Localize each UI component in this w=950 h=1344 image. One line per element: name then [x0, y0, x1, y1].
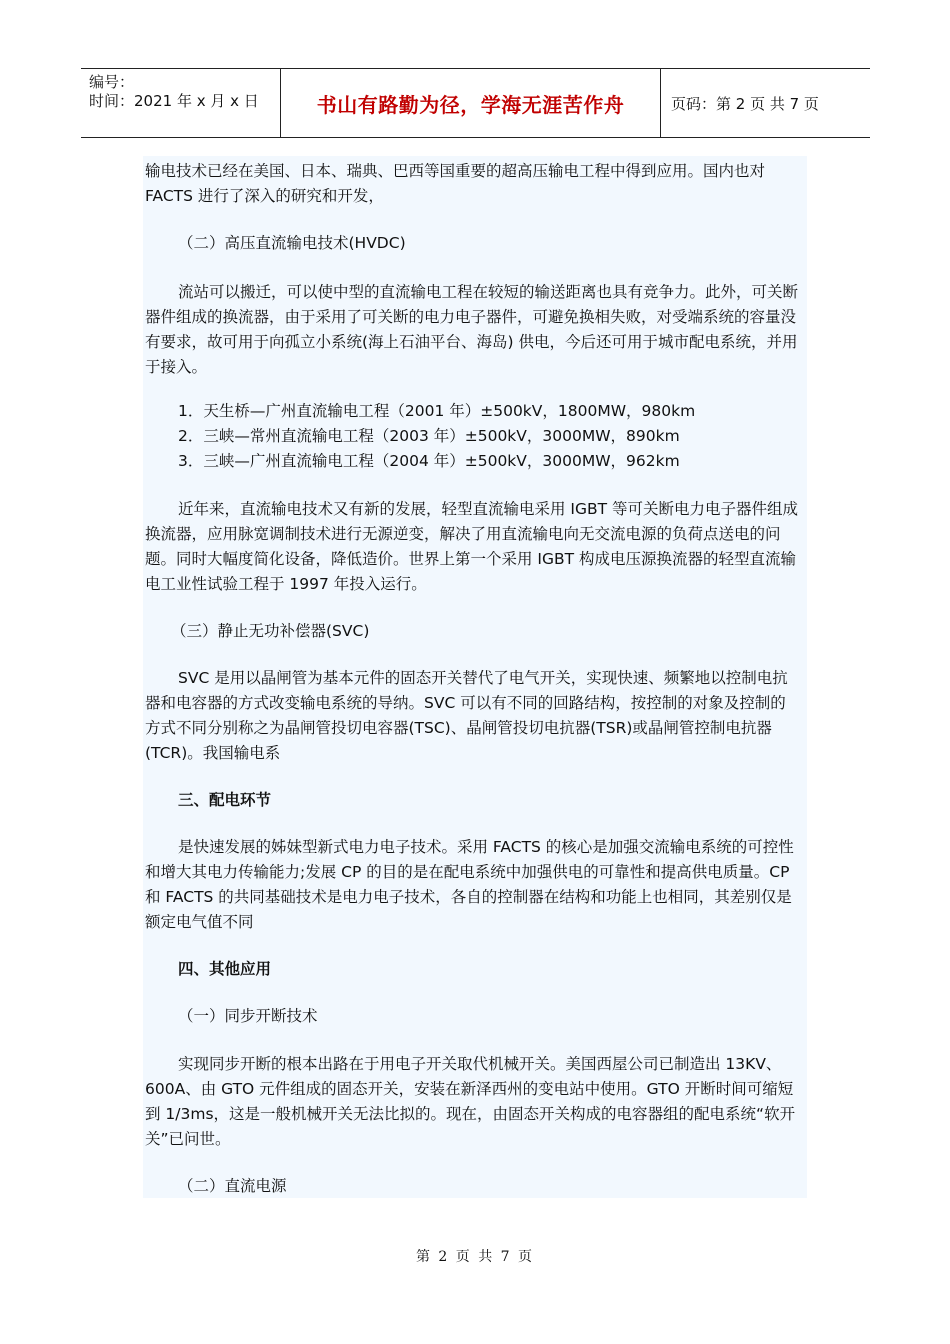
paragraph: 是快速发展的姊妹型新式电力电子技术。采用 FACTS 的核心是加强交流输电系统的可控性和增大其电力传输能力;发展 CP 的目的是在配电系统中加强供电的可靠性和提高供电质量。CP 和 FACTS 的共同基础技术是电力电子技术，各自的控制器在结构和功能上也相同，其差别仅是额定电气值不同: [145, 838, 794, 931]
list-item: 3．三峡—广州直流输电工程（2004 年）±500kV，3000MW，962km: [178, 452, 680, 470]
date-label: 时间：2021 年 x 月 x 日: [89, 92, 259, 110]
section-heading: （二）直流电源: [178, 1177, 287, 1195]
list-item: 1．天生桥—广州直流输电工程（2001 年）±500kV，1800MW，980km: [178, 402, 696, 420]
chapter-heading: 三、配电环节: [178, 791, 272, 809]
paragraph: 流站可以搬迁，可以使中型的直流输电工程在较短的输送距离也具有竞争力。此外，可关断器件组成的换流器，由于采用了可关断的电力电子器件，可避免换相失败，对受端系统的容量没有要求，故可用于向孤立小系统(海上石油平台、海岛) 供电，今后还可用于城市配电系统，并用于接入。: [145, 283, 799, 376]
section-heading: （二）高压直流输电技术(HVDC): [178, 234, 406, 252]
page-footer: 第 2 页 共 7 页: [415, 1249, 535, 1265]
header-motto: 书山有路勤为径，学海无涯苦作舟: [281, 69, 661, 137]
header-meta: [81, 69, 281, 137]
chapter-heading: 四、其他应用: [178, 960, 272, 978]
paragraph: 实现同步开断的根本出路在于用电子开关取代机械开关。美国西屋公司已制造出 13KV、600A、由 GTO 元件组成的固态开关，安装在新泽西州的变电站中使用。GTO 开断时间可缩短到 1/3ms，这是一般机械开关无法比拟的。现在，由固态开关构成的电容器组的配电系统“软开关”已问世。: [145, 1055, 796, 1148]
number-label: 编号：: [89, 73, 135, 91]
document-body: [143, 156, 807, 1198]
paragraph: 近年来，直流输电技术又有新的发展，轻型直流输电采用 IGBT 等可关断电力电子器件组成换流器，应用脉宽调制技术进行无源逆变，解决了用直流输电向无交流电源的负荷点送电的问题。同时大幅度简化设备，降低造价。世界上第一个采用 IGBT 构成电压源换流器的轻型直流输电工业性试验工程于 1997 年投入运行。: [145, 500, 799, 593]
section-heading: （三）静止无功补偿器(SVC): [171, 622, 370, 640]
paragraph: SVC 是用以晶闸管为基本元件的固态开关替代了电气开关，实现快速、频繁地以控制电抗器和电容器的方式改变输电系统的导纳。SVC 可以有不同的回路结构，按控制的对象及控制的方式不同分别称之为晶闸管投切电容器(TSC)、晶闸管投切电抗器(TSR)或晶闸管控制电抗器(TCR)。我国输电系: [145, 669, 788, 762]
list-item: 2．三峡—常州直流输电工程（2003 年）±500kV，3000MW，890km: [178, 427, 680, 445]
paragraph: 输电技术已经在美国、日本、瑞典、巴西等国重要的超高压输电工程中得到应用。国内也对 FACTS 进行了深入的研究和开发，: [145, 162, 766, 205]
header-page-number: 页码：第 2 页 共 7 页: [671, 94, 819, 113]
page-header: [81, 68, 870, 138]
section-heading: （一）同步开断技术: [178, 1007, 318, 1025]
